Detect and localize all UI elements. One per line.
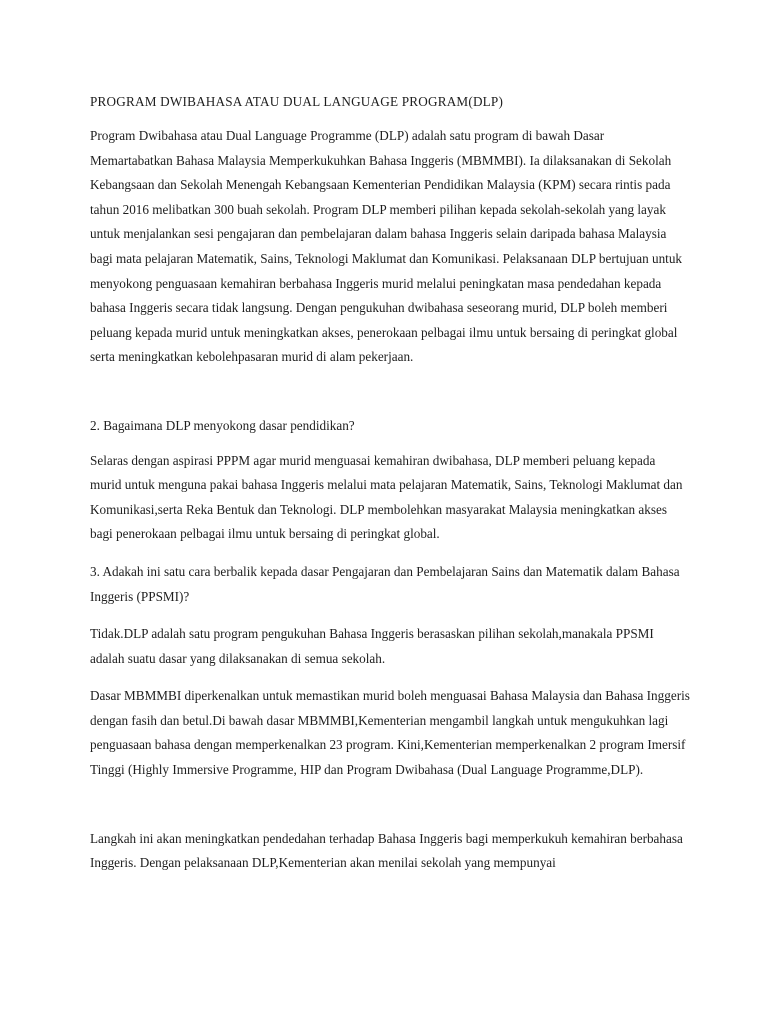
document-body bbox=[90, 90, 690, 876]
langkah-paragraph: Langkah ini akan meningkatkan pendedahan terhadap Bahasa Inggeris bagi memperkukuh kemahiran berbahasa Inggeris. Dengan pelaksanaan DLP,Kementerian akan menilai sekolah yang mempunyai bbox=[90, 830, 683, 871]
answer-2: Selaras dengan aspirasi PPPM agar murid menguasai kemahiran dwibahasa, DLP memberi peluang kepada murid untuk menguna pakai bahasa Inggeris melalui mata pelajaran Matematik, Sains, Teknologi Maklumat dan Komunikasi,serta Reka Bentuk dan Teknologi. DLP membolehkan masyarakat Malaysia meningkatkan akses bagi penerokaan pelbagai ilmu untuk bersaing di peringkat global. bbox=[90, 452, 683, 542]
mbmmbi-paragraph: Dasar MBMMBI diperkenalkan untuk memastikan murid boleh menguasai Bahasa Malaysia dan Bahasa Inggeris dengan fasih dan betul.Di bawah dasar MBMMBI,Kementerian mengambil langkah untuk mengukuhkan lagi penguasaan bahasa dengan memperkenalkan 23 program. Kini,Kementerian memperkenalkan 2 program Imersif Tinggi (Highly Immersive Programme, HIP dan Program Dwibahasa (Dual Language Programme,DLP). bbox=[90, 688, 690, 778]
question-2: 2. Bagaimana DLP menyokong dasar pendidikan? bbox=[90, 417, 355, 433]
question-3: 3. Adakah ini satu cara berbalik kepada dasar Pengajaran dan Pembelajaran Sains dan Matematik dalam Bahasa Inggeris (PPSMI)? bbox=[90, 563, 680, 604]
answer-3: Tidak.DLP adalah satu program pengukuhan Bahasa Inggeris berasaskan pilihan sekolah,manakala PPSMI adalah suatu dasar yang dilaksanakan di semua sekolah. bbox=[90, 626, 654, 666]
intro-paragraph: Program Dwibahasa atau Dual Language Programme (DLP) adalah satu program di bawah Dasar Memartabatkan Bahasa Malaysia Memperkukuhkan Bahasa Inggeris (MBMMBI). Ia dilaksanakan di Sekolah Kebangsaan dan Sekolah Menengah Kebangsaan Kementerian Pendidikan Malaysia (KPM) secara rintis pada tahun 2016 melibatkan 300 buah sekolah. Program DLP memberi pilihan kepada sekolah-sekolah yang layak untuk menjalankan sesi pengajaran dan pembelajaran dalam bahasa Inggeris selain daripada bahasa Malaysia bagi mata pelajaran Matematik, Sains, Teknologi Maklumat dan Komunikasi. Pelaksanaan DLP bertujuan untuk menyokong penguasaan kemahiran berbahasa Inggeris murid melalui peningkatan masa pendedahan kepada bahasa Inggeris secara tidak langsung. Dengan pengukuhan dwibahasa seseorang murid, DLP boleh memberi peluang kepada murid untuk meningkatkan akses, penerokaan pelbagai ilmu untuk bersaing di peringkat global serta meningkatkan kebolehpasaran murid di alam pekerjaan. bbox=[90, 128, 683, 365]
document-title: PROGRAM DWIBAHASA ATAU DUAL LANGUAGE PROGRAM(DLP) bbox=[90, 94, 504, 109]
